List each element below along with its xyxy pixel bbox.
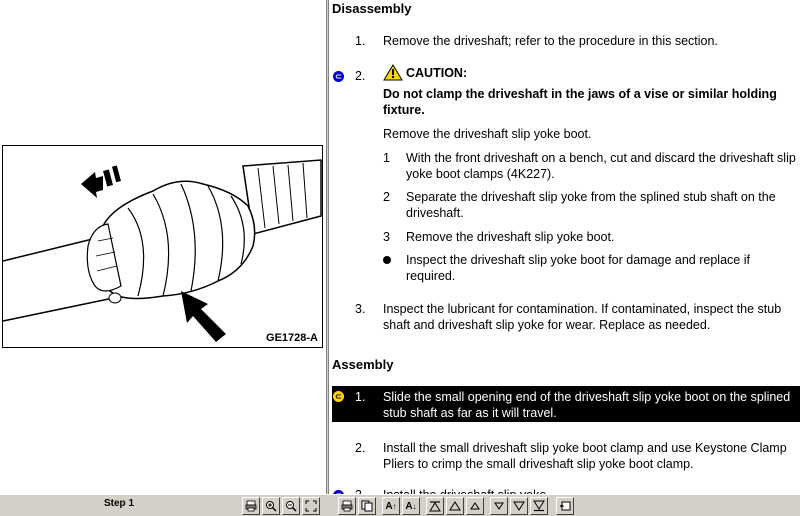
bottom-toolbar xyxy=(0,494,800,516)
step-number: 1. xyxy=(355,390,366,404)
up-icon[interactable] xyxy=(446,497,464,515)
copy-icon[interactable] xyxy=(358,497,376,515)
step-number: 1. xyxy=(355,34,366,48)
step-text: Inspect the lubricant for contamination. If contaminated, inspect the stub shaft and driveshaft slip yoke for wear. Replace as needed. xyxy=(383,302,782,332)
assembly-heading: Assembly xyxy=(332,357,394,372)
print-text-icon[interactable] xyxy=(338,497,356,515)
down-icon[interactable] xyxy=(510,497,528,515)
substep-number: 2 xyxy=(383,190,390,204)
step-number: 3. xyxy=(355,302,366,316)
caution-text: Do not clamp the driveshaft in the jaws of a vise or similar holding fixture. xyxy=(383,87,777,117)
figure-label: GE1728-A xyxy=(266,332,318,344)
current-step-marker-icon[interactable]: ⊂ xyxy=(333,71,344,82)
fit-icon[interactable] xyxy=(302,497,320,515)
bullet-icon xyxy=(383,256,391,264)
last-icon[interactable] xyxy=(530,497,548,515)
disassembly-heading: Disassembly xyxy=(332,1,412,16)
print-icon[interactable] xyxy=(242,497,260,515)
first-icon[interactable] xyxy=(426,497,444,515)
step-indicator: Step 1 xyxy=(104,498,135,509)
zoom-in-icon[interactable] xyxy=(262,497,280,515)
step-text: Install the small driveshaft slip yoke boot clamp and use Keystone Clamp Pliers to crimp the small driveshaft slip yoke boot clamp. xyxy=(383,441,787,471)
step-text: Remove the driveshaft slip yoke boot. xyxy=(383,127,592,141)
caution-warning-icon xyxy=(383,64,403,81)
caution-title: CAUTION: xyxy=(406,65,468,80)
substep-text: Inspect the driveshaft slip yoke boot for damage and replace if required. xyxy=(406,253,750,283)
font-larger-icon[interactable]: A ↑ xyxy=(382,497,400,515)
prev-icon[interactable] xyxy=(466,497,484,515)
caution-header xyxy=(383,64,467,81)
driveshaft-drawing xyxy=(3,146,324,349)
font-smaller-icon[interactable]: A ↓ xyxy=(402,497,420,515)
substep-number: 1 xyxy=(383,151,390,165)
step-text: Remove the driveshaft; refer to the procedure in this section. xyxy=(383,34,718,48)
substep-text: Remove the driveshaft slip yoke boot. xyxy=(406,230,615,244)
step-text: Slide the small opening end of the driveshaft slip yoke boot on the splined stub shaft as far as it will travel. xyxy=(383,390,791,420)
substep-text: Separate the driveshaft slip yoke from the splined stub shaft on the driveshaft. xyxy=(406,190,776,220)
procedure-pane xyxy=(329,0,800,494)
selected-step-highlight[interactable] xyxy=(332,386,800,422)
next-icon[interactable] xyxy=(490,497,508,515)
substep-text: With the front driveshaft on a bench, cut and discard the driveshaft slip yoke boot clamps (4K227). xyxy=(406,151,796,181)
zoom-out-icon[interactable] xyxy=(282,497,300,515)
current-step-marker-icon[interactable]: ⊂ xyxy=(333,391,344,402)
return-icon[interactable] xyxy=(556,497,574,515)
driveshaft-boot-illustration[interactable] xyxy=(2,145,323,348)
illustration-pane xyxy=(0,0,326,494)
step-number: 2. xyxy=(355,69,366,83)
step-number: 2. xyxy=(355,441,366,455)
substep-number: 3 xyxy=(383,230,390,244)
